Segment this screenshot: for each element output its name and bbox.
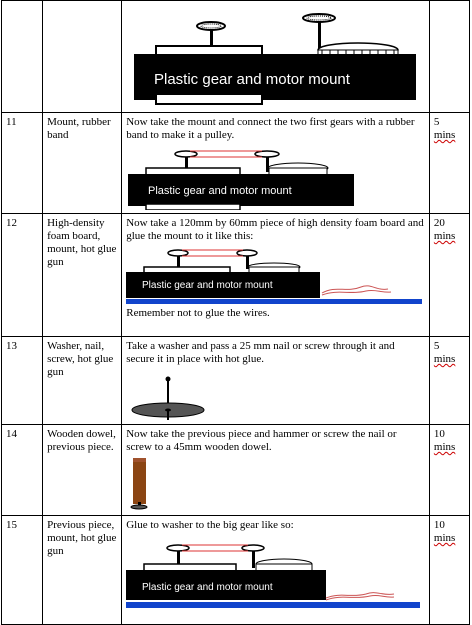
mount-label: Plastic gear and motor mount [148, 185, 292, 197]
table-row [2, 214, 470, 337]
mount-label: Plastic gear and motor mount [154, 71, 351, 88]
step-time [429, 337, 469, 425]
step-number: 13 [2, 337, 43, 425]
step-time [429, 425, 469, 516]
step-note: Remember not to glue the wires. [126, 307, 270, 319]
step-materials: Wooden dowel, previous piece. [43, 425, 122, 516]
time-unit: mins [433, 230, 456, 242]
step-text: Now take the previous piece and hammer or screw the nail or screw to a 45mm wooden dowel. [126, 428, 397, 453]
time-unit: mins [433, 532, 456, 544]
mount-label: Plastic gear and motor mount [142, 582, 273, 593]
time-value: 5 [433, 340, 440, 352]
step-time [429, 516, 469, 625]
table-row [2, 516, 470, 625]
table-row [2, 1, 470, 113]
time-value: 5 [433, 116, 440, 128]
step-number: 14 [2, 425, 43, 516]
step-materials [43, 1, 122, 113]
steps-table [1, 0, 470, 625]
step-time [429, 113, 469, 214]
step-materials: Mount, rubber band [43, 113, 122, 214]
step-number [2, 1, 43, 113]
step-materials: Previous piece, mount, hot glue gun [43, 516, 122, 625]
time-value: 10 [433, 428, 445, 440]
time-unit: mins [433, 129, 456, 141]
step-materials: High-density foam board, mount, hot glue gun [43, 214, 122, 337]
time-value: 20 [433, 217, 445, 229]
step-materials: Washer, nail, screw, hot glue gun [43, 337, 122, 425]
table-row [2, 337, 470, 425]
step-description [122, 1, 430, 113]
step-text: Now take the mount and connect the two first gears with a rubber band to make it a pulley. [126, 116, 415, 141]
table-row [2, 113, 470, 214]
step-text: Now take a 120mm by 60mm piece of high density foam board and glue the mount to it like this: [126, 217, 424, 242]
time-unit: mins [433, 441, 456, 453]
dowel-diagram [126, 456, 424, 512]
step-description [122, 113, 430, 214]
step-number: 11 [2, 113, 43, 214]
table-row [2, 425, 470, 516]
pulley-diagram [126, 144, 424, 210]
step-description [122, 425, 430, 516]
time-unit: mins [433, 353, 456, 365]
mount-diagram [126, 6, 424, 106]
step-text: Take a washer and pass a 25 mm nail or screw through it and secure it in place with hot glue. [126, 340, 395, 365]
step-description [122, 516, 430, 625]
step-time [429, 214, 469, 337]
washer-nail-diagram [126, 368, 424, 420]
time-value: 10 [433, 519, 445, 531]
step-number: 12 [2, 214, 43, 337]
mount-label: Plastic gear and motor mount [142, 280, 273, 291]
step-text: Glue to washer to the big gear like so: [126, 519, 294, 531]
foam-board-diagram [126, 245, 424, 307]
final-assembly-diagram [126, 534, 424, 614]
step-number: 15 [2, 516, 43, 625]
step-time [429, 1, 469, 113]
step-description [122, 214, 430, 337]
step-description [122, 337, 430, 425]
